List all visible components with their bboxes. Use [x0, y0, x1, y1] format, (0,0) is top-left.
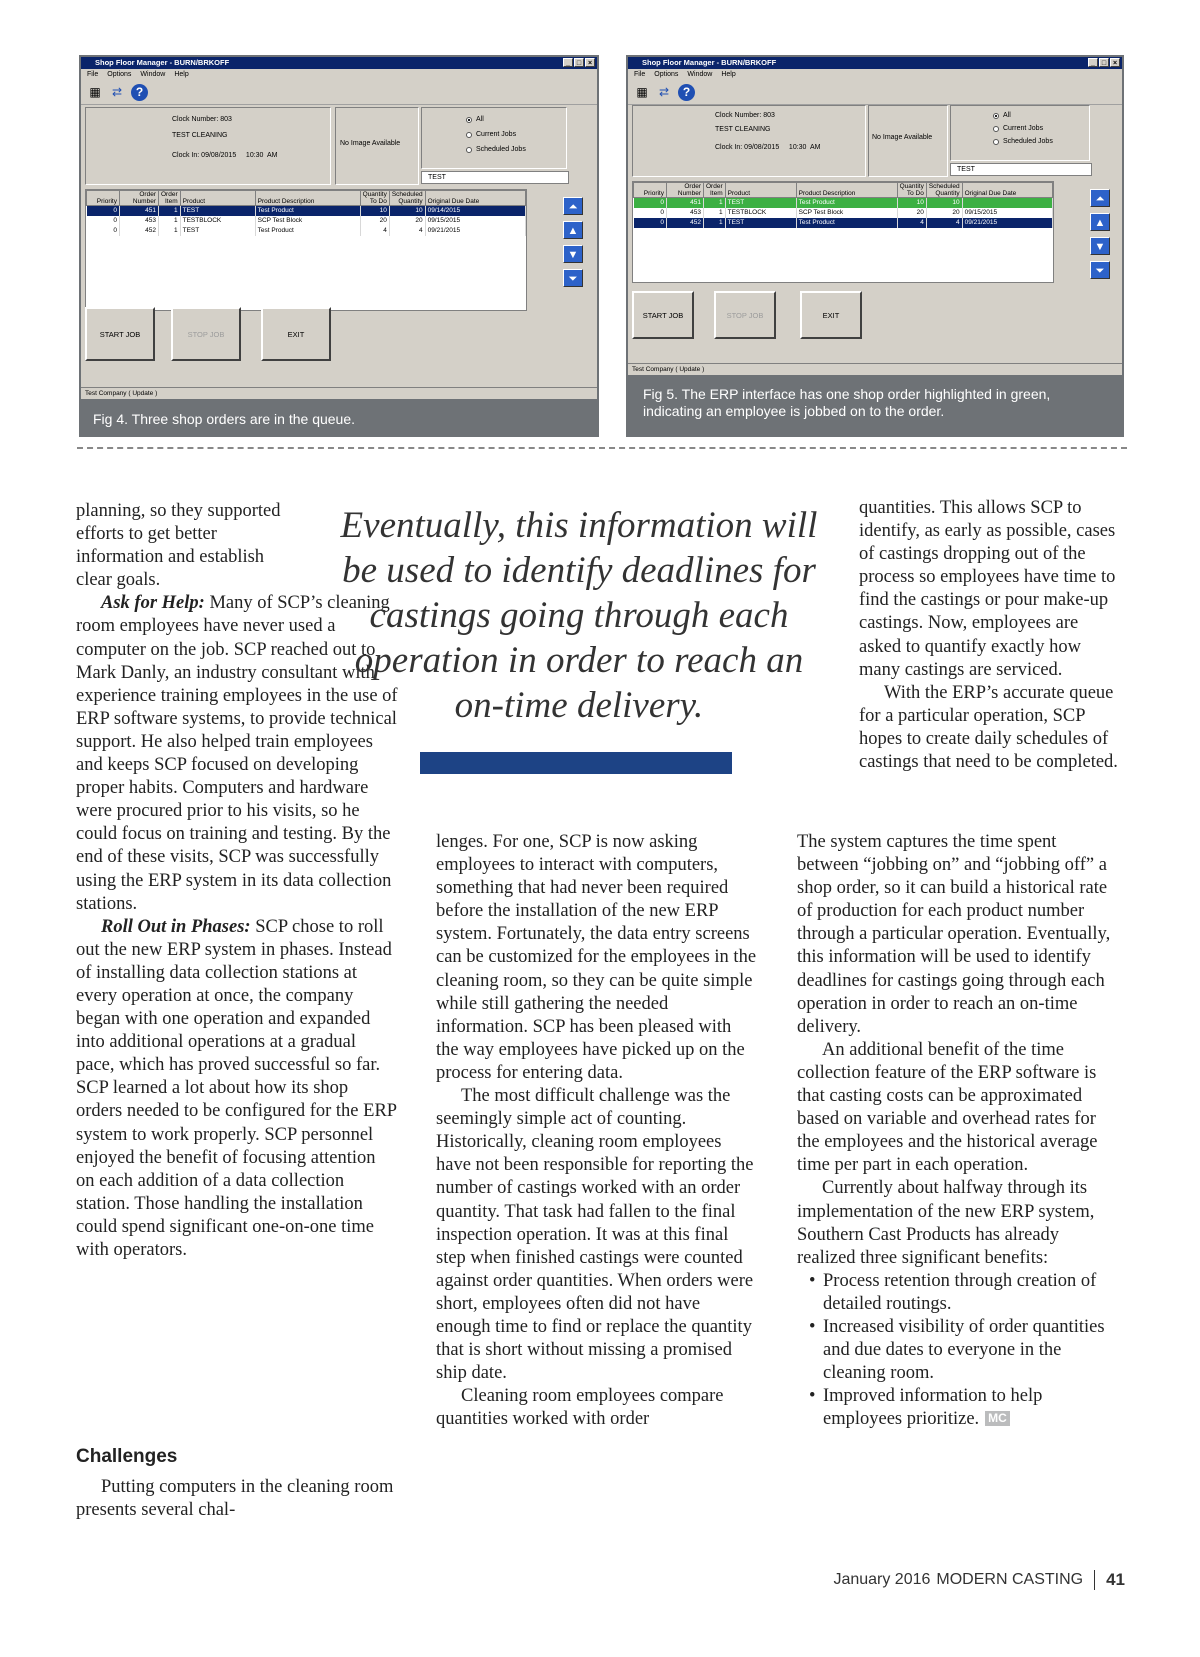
col-priority[interactable]: Priority [87, 191, 120, 206]
col-due-date[interactable]: Original Due Date [425, 191, 525, 206]
article-column-2 [436, 831, 758, 1431]
cell: 1 [704, 218, 726, 228]
paragraph-text: Many of SCP’s cleaning room employees have never used a computer on the job. SCP reached out to Mark Danly, an industry consultant with experience training employees in the use of ERP software systems, to provide technical support. He also helped train employees and keeps SCP focused on developing proper habits. Computers and hardware were procured prior to his visits, so he could focus on training and testing. By the end of these visits, SCP was successfully using the ERP system in its data collection stations. [76, 593, 398, 914]
issue-date: January 2016 [833, 1571, 931, 1588]
image-panel [335, 107, 419, 185]
radio-icon [466, 147, 472, 153]
test-field[interactable]: TEST [950, 163, 1092, 176]
paragraph: planning, so they supported efforts to get better information and establish clear goals. [76, 501, 281, 591]
filter-panel [421, 107, 567, 169]
window-title: Shop Floor Manager - BURN/BRKOFF [642, 58, 777, 67]
menu-bar [81, 69, 597, 80]
paragraph [76, 916, 398, 1262]
cell: 10 [897, 198, 926, 209]
prev-row-icon[interactable]: ▲ [563, 221, 583, 239]
run-in-heading: Ask for Help: [101, 593, 205, 614]
window-titlebar [628, 57, 1122, 69]
first-row-icon[interactable]: ⏶ [1090, 189, 1110, 207]
cell: 20 [389, 216, 425, 226]
toolbar [81, 80, 597, 105]
shop-floor-window [81, 57, 597, 399]
toolbar [628, 80, 1122, 105]
col-product[interactable]: Product [180, 191, 255, 206]
menu-file[interactable]: File [634, 71, 646, 78]
keypad-icon[interactable]: ▦ [89, 85, 101, 99]
benefits-list [797, 1270, 1122, 1432]
cell: 09/21/2015 [425, 226, 525, 236]
orders-grid [85, 189, 527, 311]
cell: TEST [725, 218, 796, 228]
cell: TESTBLOCK [180, 216, 255, 226]
cell: 1 [159, 226, 181, 236]
figure-5 [626, 55, 1124, 437]
list-item [797, 1385, 1122, 1431]
status-bar: Test Company ( Update ) [628, 363, 1122, 375]
row-nav-buttons [1090, 189, 1110, 279]
filter-current-jobs[interactable] [993, 122, 1089, 135]
cell: 4 [389, 226, 425, 236]
clock-number: Clock Number: 803 [172, 116, 232, 123]
paragraph: quantities. This allows SCP to identify, as early as possible, cases of castings dropping out of the process so employees have time to find the castings or pour make-up castings. Now, employees are asked to quantify exactly how many castings are serviced. [859, 498, 1116, 680]
cell: 453 [667, 208, 704, 218]
cell: 451 [667, 198, 704, 209]
prev-row-icon[interactable]: ▲ [1090, 213, 1110, 231]
list-item: • Increased visibility of order quantities and due dates to everyone in the cleaning room. [797, 1316, 1122, 1385]
paragraph: An additional benefit of the time collection feature of the ERP software is that casting costs can be approximated based on variable and overhead rates for the employees and the historical average time per part in each operation. [797, 1039, 1098, 1176]
paragraph: lenges. For one, SCP is now asking employees to interact with computers, something that had never been required before the installation of the new ERP system. Fortunately, the data entry screens can be customized for the employees in the cleaning room, so they can be quite simple while still gathering the needed information. SCP has been pleased with the way employees have picked up on the process for entering data. [436, 832, 757, 1083]
list-item-text: Improved information to help employees prioritize. [823, 1386, 1043, 1430]
paragraph: Currently about halfway through its implementation of the new ERP system, Southern Cast Products has already realized three significant benefits: [797, 1178, 1095, 1268]
figure-caption [626, 377, 1124, 437]
minimize-button[interactable]: _ [563, 58, 573, 67]
cell: 09/15/2015 [962, 208, 1052, 218]
filter-all[interactable] [993, 109, 1089, 122]
clock-info-panel [85, 107, 331, 185]
close-button[interactable]: × [1110, 58, 1120, 67]
paragraph-text: SCP chose to roll out the new ERP system in phases. Instead of installing data collection stations at every operation at once, the company began with one operation and expanded into additional operations at a gradual pace, which has proved successful so far. SCP learned a lot about how its shop orders needed to be configured for the ERP system to work properly. SCP personnel enjoyed the benefit of focusing attention on each addition of a data collection station. Those handling the installation could spend significant one-on-one time with operators. [76, 916, 397, 1260]
no-image-text: No Image Available [340, 140, 401, 147]
col-priority[interactable]: Priority [634, 183, 667, 198]
table-row[interactable] [87, 206, 526, 217]
col-order-item[interactable]: Order Item [159, 191, 181, 206]
cell: 451 [120, 206, 159, 217]
cell: TESTBLOCK [725, 208, 796, 218]
cell: 20 [360, 216, 389, 226]
article-column-1-end [76, 1476, 398, 1522]
col-product[interactable]: Product [725, 183, 796, 198]
paragraph: The most difficult challenge was the seemingly simple act of counting. Historically, cleaning room employees have not been responsible for reporting the number of castings worked with an order quantity. That task had fallen to the final inspection operation. It was at this final step when finished castings were counted against order quantities. When orders were short, employees often did not have enough time to find or replace the quantity that is short without missing a promised ship date. [436, 1086, 754, 1384]
next-row-icon[interactable]: ▼ [563, 245, 583, 263]
exit-button[interactable]: EXIT [261, 307, 331, 361]
col-order-number[interactable]: Order Number [667, 183, 704, 198]
orders-table [86, 190, 526, 236]
col-qty-todo[interactable]: Quantity To Do [897, 183, 926, 198]
pull-quote-bar [420, 752, 732, 774]
table-row[interactable] [634, 198, 1053, 209]
menu-bar [628, 69, 1122, 80]
start-job-button[interactable]: START JOB [85, 307, 155, 361]
col-qty-todo[interactable]: Quantity To Do [360, 191, 389, 206]
table-header [634, 183, 1053, 198]
minimize-button[interactable]: _ [1088, 58, 1098, 67]
paragraph: Cleaning room employees compare quantities worked with order [436, 1386, 724, 1430]
cell: 10 [389, 206, 425, 217]
clock-in-time: Clock In: 09/08/2015 10:30 AM [715, 144, 821, 151]
paragraph: The system captures the time spent between “jobbing on” and “jobbing off” a shop order, so it can build a historical rate of production for each product number through a particular operation. Eventually, this information will be used to identify deadlines for castings going through each operation in order to reach an on-time delivery. [797, 832, 1111, 1037]
filter-label: Current Jobs [1003, 125, 1044, 132]
col-scheduled-qty[interactable]: Scheduled Quantity [926, 183, 962, 198]
maximize-button[interactable]: □ [1099, 58, 1109, 67]
menu-help[interactable]: Help [174, 71, 189, 78]
cell: TEST [180, 206, 255, 217]
cell: Test Product [796, 198, 897, 209]
no-image-text: No Image Available [872, 134, 933, 141]
filter-label: All [476, 116, 484, 123]
cell: 09/14/2015 [425, 206, 525, 217]
cell: 1 [159, 216, 181, 226]
start-job-button[interactable]: START JOB [632, 291, 694, 339]
filter-panel [950, 105, 1090, 161]
cell: 452 [120, 226, 159, 236]
refresh-icon[interactable]: ⇄ [658, 85, 670, 99]
cell: 0 [87, 206, 120, 217]
cell: TEST [180, 226, 255, 236]
section-heading: Challenges [76, 1446, 178, 1467]
col-description[interactable]: Product Description [255, 191, 360, 206]
filter-label: Scheduled Jobs [1003, 138, 1053, 145]
refresh-icon[interactable]: ⇄ [111, 85, 123, 99]
maximize-button[interactable]: □ [574, 58, 584, 67]
radio-icon [466, 132, 472, 138]
activity-name: TEST CLEANING [715, 126, 771, 133]
radio-icon [993, 139, 999, 145]
next-row-icon[interactable]: ▼ [1090, 237, 1110, 255]
orders-table [633, 182, 1053, 228]
caption-line: indicating an employee is jobbed on to the order. [643, 403, 945, 419]
exit-button[interactable]: EXIT [800, 291, 862, 339]
activity-name: TEST CLEANING [172, 132, 228, 139]
last-row-icon[interactable]: ⏷ [1090, 261, 1110, 279]
menu-options[interactable]: Options [107, 71, 132, 78]
cell: 0 [87, 226, 120, 236]
cell: Test Product [796, 218, 897, 228]
page-footer [833, 1570, 1125, 1590]
paragraph: With the ERP’s accurate queue for a particular operation, SCP hopes to create daily schedules of castings that need to be completed. [859, 682, 1118, 773]
table-row[interactable] [87, 216, 526, 226]
close-button[interactable]: × [585, 58, 595, 67]
cell: 1 [704, 198, 726, 209]
end-mark-logo: MC [985, 1411, 1010, 1426]
shop-floor-window [628, 57, 1122, 375]
cell: 453 [120, 216, 159, 226]
col-order-number[interactable]: Order Number [120, 191, 159, 206]
footer-divider [1094, 1570, 1095, 1590]
clock-number: Clock Number: 803 [715, 112, 775, 119]
list-item: • Process retention through creation of detailed routings. [797, 1270, 1122, 1316]
run-in-heading: Roll Out in Phases: [101, 916, 251, 937]
menu-window[interactable]: Window [687, 71, 713, 78]
cell: Test Product [255, 206, 360, 217]
cell: 0 [634, 208, 667, 218]
cell: 20 [926, 208, 962, 218]
help-icon[interactable]: ? [678, 84, 695, 101]
cell: 0 [634, 218, 667, 228]
cell: 4 [897, 218, 926, 228]
radio-selected-icon [466, 117, 472, 123]
filter-label: Scheduled Jobs [476, 146, 526, 153]
stop-job-button[interactable]: STOP JOB [171, 307, 241, 361]
cell: Test Product [255, 226, 360, 236]
article-column-3-top [859, 497, 1119, 774]
menu-options[interactable]: Options [654, 71, 679, 78]
cell: 0 [87, 216, 120, 226]
table-row[interactable] [634, 218, 1053, 228]
col-description[interactable]: Product Description [796, 183, 897, 198]
table-row[interactable] [87, 226, 526, 236]
magazine-name: MODERN CASTING [936, 1571, 1084, 1588]
cell [962, 198, 1052, 209]
menu-window[interactable]: Window [140, 71, 166, 78]
cell: 1 [159, 206, 181, 217]
filter-label: Current Jobs [476, 131, 517, 138]
test-field[interactable]: TEST [421, 171, 569, 184]
cell: SCP Test Block [796, 208, 897, 218]
keypad-icon[interactable]: ▦ [636, 85, 648, 99]
article-column-3 [797, 831, 1122, 1431]
cell: 10 [360, 206, 389, 217]
cell: TEST [725, 198, 796, 209]
cell: 09/21/2015 [962, 218, 1052, 228]
radio-icon [993, 126, 999, 132]
table-row[interactable] [634, 208, 1053, 218]
paragraph: Putting computers in the cleaning room presents several chal- [76, 1477, 394, 1521]
first-row-icon[interactable]: ⏶ [563, 197, 583, 215]
pull-quote: Eventually, this information will be used to identify deadlines for castings going through each operation in order to reach an on-time delivery. [340, 505, 818, 726]
menu-help[interactable]: Help [721, 71, 736, 78]
caption-line: Fig 5. The ERP interface has one shop order highlighted in green, [643, 386, 1051, 402]
window-titlebar [81, 57, 597, 69]
filter-scheduled-jobs[interactable] [466, 142, 566, 157]
col-due-date[interactable]: Original Due Date [962, 183, 1052, 198]
orders-grid [632, 181, 1054, 283]
filter-label: All [1003, 112, 1011, 119]
cell: 10 [926, 198, 962, 209]
col-scheduled-qty[interactable]: Scheduled Quantity [389, 191, 425, 206]
page-number: 41 [1106, 1570, 1125, 1589]
clock-in-time: Clock In: 09/08/2015 10:30 AM [172, 152, 278, 159]
cell: SCP Test Block [255, 216, 360, 226]
image-panel [868, 105, 948, 177]
filter-all[interactable] [466, 112, 566, 127]
cell: 1 [704, 208, 726, 218]
cell: 4 [926, 218, 962, 228]
cell: 4 [360, 226, 389, 236]
table-header [87, 191, 526, 206]
filter-scheduled-jobs[interactable] [993, 135, 1089, 148]
cell: 09/15/2015 [425, 216, 525, 226]
figure-caption: Fig 4. Three shop orders are in the queue. [93, 411, 356, 427]
menu-file[interactable]: File [87, 71, 99, 78]
last-row-icon[interactable]: ⏷ [563, 269, 583, 287]
radio-selected-icon [993, 113, 999, 119]
cell: 452 [667, 218, 704, 228]
filter-current-jobs[interactable] [466, 127, 566, 142]
cell: 0 [634, 198, 667, 209]
status-bar: Test Company ( Update ) [81, 387, 597, 399]
col-order-item[interactable]: Order Item [704, 183, 726, 198]
section-divider [77, 447, 1127, 449]
cell: 20 [897, 208, 926, 218]
help-icon[interactable]: ? [131, 84, 148, 101]
window-title: Shop Floor Manager - BURN/BRKOFF [95, 58, 230, 67]
figure-4 [79, 55, 599, 437]
row-nav-buttons [563, 197, 583, 287]
stop-job-button[interactable]: STOP JOB [714, 291, 776, 339]
clock-info-panel [632, 105, 866, 177]
